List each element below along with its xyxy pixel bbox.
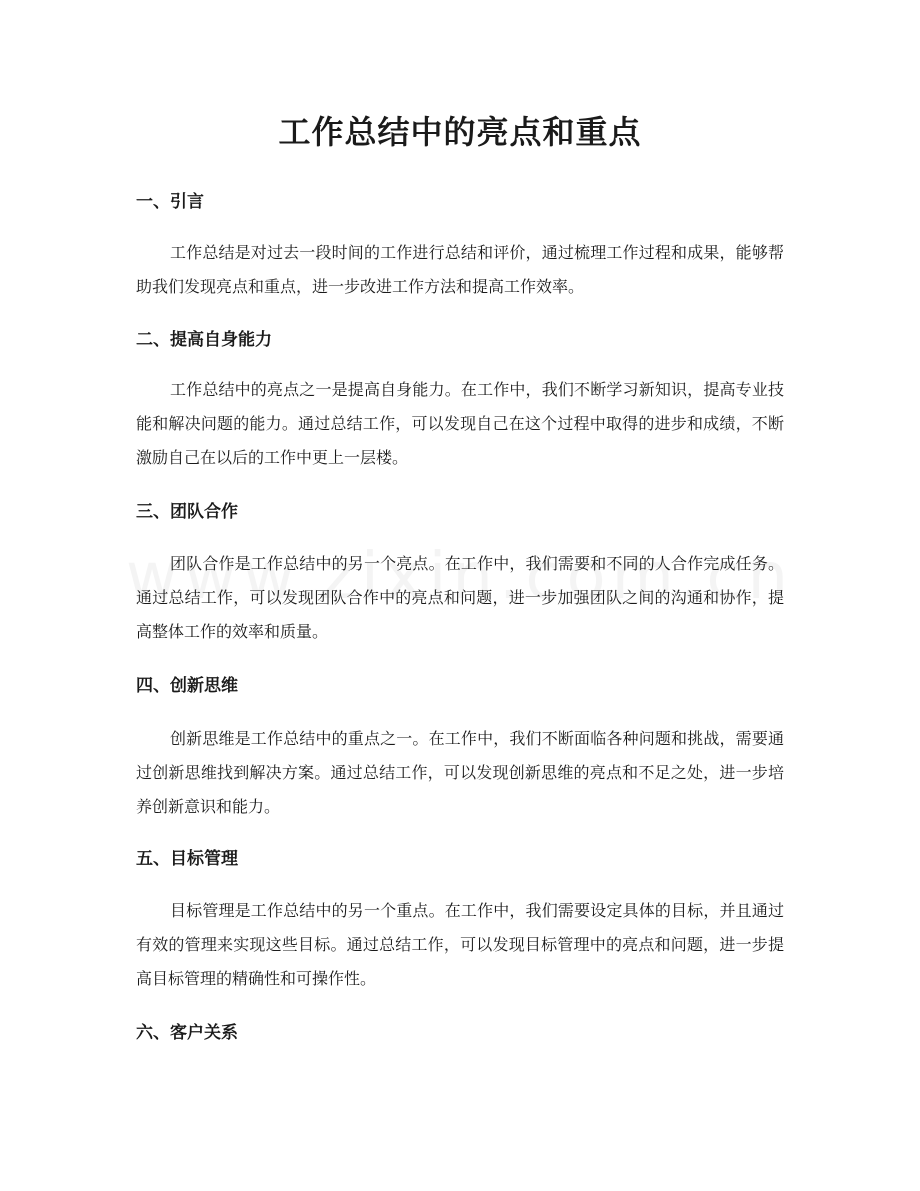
section-heading-intro: 一、引言 [136, 192, 204, 212]
section-paragraph-self-ability: 工作总结中的亮点之一是提高自身能力。在工作中，我们不断学习新知识，提高专业技能和解决问题的能力。通过总结工作，可以发现自己在这个过程中取得的进步和成绩，不断激励自己在以后的工作中更上一层楼。 [136, 380, 784, 467]
section-paragraph-innovation: 创新思维是工作总结中的重点之一。在工作中，我们不断面临各种问题和挑战，需要通过创新思维找到解决方案。通过总结工作，可以发现创新思维的亮点和不足之处，进一步培养创新意识和能力。 [136, 729, 784, 816]
section-heading-innovation: 四、创新思维 [136, 676, 238, 696]
section-heading-self-ability: 二、提高自身能力 [136, 330, 272, 350]
section-heading-goal-management: 五、目标管理 [136, 849, 238, 869]
section-heading-teamwork: 三、团队合作 [136, 502, 238, 522]
section-paragraph-goal-management: 目标管理是工作总结中的另一个重点。在工作中，我们需要设定具体的目标，并且通过有效的管理来实现这些目标。通过总结工作，可以发现目标管理中的亮点和问题，进一步提高目标管理的精确性和可操作性。 [136, 901, 784, 988]
document-title: 工作总结中的亮点和重点 [278, 113, 642, 151]
section-paragraph-teamwork: 团队合作是工作总结中的另一个亮点。在工作中，我们需要和不同的人合作完成任务。通过总结工作，可以发现团队合作中的亮点和问题，进一步加强团队之间的沟通和协作，提高整体工作的效率和质量。 [136, 554, 784, 641]
section-paragraph-intro: 工作总结是对过去一段时间的工作进行总结和评价，通过梳理工作过程和成果，能够帮助我们发现亮点和重点，进一步改进工作方法和提高工作效率。 [136, 243, 784, 296]
section-heading-customer-relations: 六、客户关系 [136, 1023, 238, 1043]
